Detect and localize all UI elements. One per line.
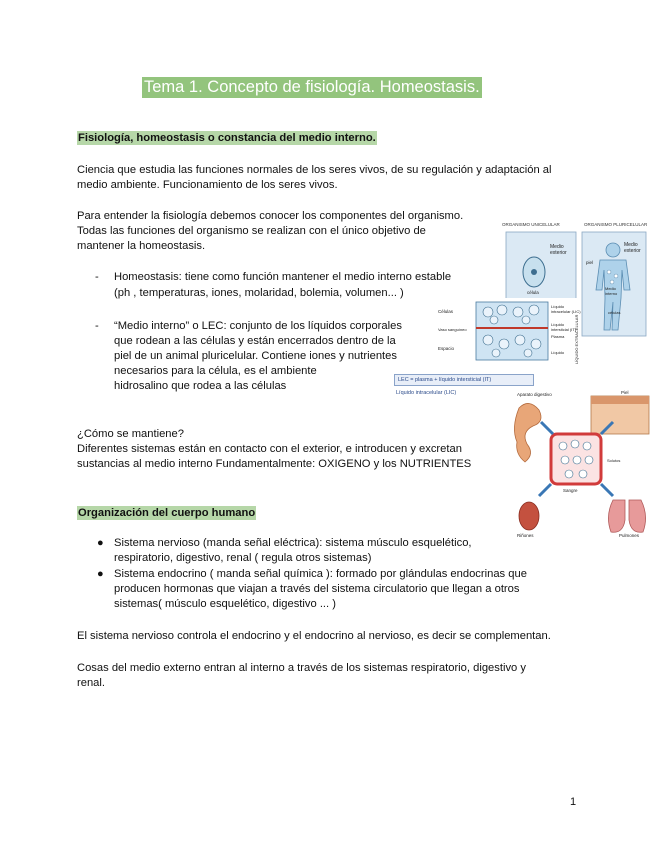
list-item-line: piel de un animal pluricelular. Contiene iones y nutrientes — [114, 350, 397, 362]
list-item-line: Sistema nervioso (manda señal eléctrica): sistema músculo esquelético, — [114, 537, 472, 549]
fig4-label-piel: Piel — [621, 390, 629, 395]
page-number: 1 — [570, 796, 577, 808]
list-item-line: Homeostasis: tiene como función mantener el medio interno estable — [114, 271, 452, 283]
section-heading-organizacion: Organización del cuerpo humano — [78, 507, 256, 519]
list-item-line: hidrosalino que rodea a las células — [114, 380, 287, 392]
list-item-line: sistemas( músculo esquelético, digestivo ... ) — [114, 598, 336, 610]
page-title: Tema 1. Concepto de fisiología. Homeostasis. — [144, 78, 480, 96]
fig2-label-vaso: Vaso sanguíneo — [438, 327, 467, 332]
fig4-kidney-organ — [519, 502, 539, 530]
fig1-body-cell — [610, 280, 614, 284]
list-item-line: que rodean a las células y están encerrados dentro de la — [114, 335, 396, 347]
fig1-label-exterior: exterior — [550, 250, 567, 256]
fig2-label-plasma: Plasma — [551, 334, 565, 339]
paragraph-line: El sistema nervioso controla el endocrino y el endocrino al nervioso, es decir se complementan. — [77, 630, 551, 642]
paragraph-line: renal. — [77, 677, 105, 689]
paragraph-line: Para entender la fisiología debemos conocer los componentes del organismo. — [77, 210, 464, 222]
fig1-body-cell — [614, 274, 618, 278]
fig1-right-title: ORGANISMO PLURICELULAR — [584, 222, 648, 227]
fig4-lung-left — [608, 500, 625, 532]
fig1-right-exterior: exterior — [624, 248, 641, 254]
fig4-label-digestivo: Aparato digestivo — [517, 392, 552, 397]
fig2-label-inter1: Líquido — [551, 322, 565, 327]
fig2-label-intra1: Líquido — [551, 304, 565, 309]
fig3-lic-text: Líquido intracelular (LIC) — [396, 390, 457, 396]
paragraph-line: Diferentes sistemas están en contacto con el exterior, e introducen y excretan — [77, 443, 462, 455]
section-heading-fisiologia: Fisiología, homeostasis o constancia del medio interno. — [78, 132, 376, 144]
fig2-label-espacio: Espacio — [438, 346, 455, 351]
fig4-label-pulmones: Pulmones — [619, 533, 640, 538]
fig1-label-celula: célula — [527, 290, 539, 295]
fig2-label-inter2: intersticial (IT) — [551, 327, 577, 332]
fig2-side-label: LÍQUIDO EXTRACELULAR — [574, 314, 579, 364]
fig1-right-medio-interno2: interno — [605, 291, 618, 296]
fig1-right-piel: piel — [586, 260, 594, 265]
fig3-lec-text: LEC = plasma + líquido intersticial (IT) — [398, 377, 492, 383]
list-item-line: “Medio interno” o LEC: conjunto de los líquidos corporales — [114, 320, 402, 332]
fig1-right-celulas: células — [608, 310, 621, 315]
fig1-label-medio: Medio — [550, 244, 564, 250]
dash-bullet: - — [95, 271, 99, 283]
fig2-label-liquido: Líquido — [551, 350, 565, 355]
fig3-lec-box — [394, 374, 534, 386]
paragraph-line: medio ambiente. Funcionamiento de los seres vivos. — [77, 179, 338, 191]
paragraph-line: Ciencia que estudia las funciones normales de los seres vivos, de su regulación y adaptación al — [77, 164, 552, 176]
list-item-line: (ph , temperaturas, iones, molaridad, bolemia, volumen... ) — [114, 287, 404, 299]
fig1-right-medio-interno1: Medio — [605, 286, 616, 291]
fig2-label-celulas: Células — [438, 309, 454, 314]
fig4-label-sangre: Sangre — [563, 488, 578, 493]
figure-sistemas-organos — [505, 388, 653, 538]
bullet-dot: ● — [97, 537, 104, 549]
fig1-left-title: ORGANISMO UNICELULAR — [502, 222, 560, 227]
list-item-line: Sistema endocrino ( manda señal química ): formado por glándulas endocrinas que — [114, 568, 527, 580]
fig1-right-medio: Medio — [624, 242, 638, 248]
fig4-lung-right — [629, 500, 646, 532]
paragraph-line: Todas las funciones del organismo se realizan con el único objetivo de — [77, 225, 426, 237]
list-item-line: producen hormonas que viajan a través del sistema circulatorio que llegan a otros — [114, 583, 520, 595]
fig4-label-rinones: Riñones — [517, 533, 534, 538]
paragraph-line: sustancias al medio interno Fundamentalmente: OXIGENO y los NUTRIENTES — [77, 458, 472, 470]
fig4-label-solutos: Solutos — [607, 458, 621, 463]
list-item-line: necesarios para la célula, es el ambiente — [114, 365, 317, 377]
fig2-label-intra2: intracelular (LIC) — [551, 309, 581, 314]
paragraph-line: Cosas del medio externo entran al interno a través de los sistemas respiratorio, digestivo y — [77, 662, 526, 674]
fig1-body-cell — [607, 270, 611, 274]
paragraph-line: mantener la homeostasis. — [77, 240, 206, 252]
fig4-skin-layer — [591, 396, 649, 404]
fig1-body-head — [606, 243, 620, 257]
paragraph-line: ¿Cómo se mantiene? — [77, 428, 184, 440]
dash-bullet: - — [95, 320, 99, 332]
fig1-nucleus — [531, 269, 537, 275]
list-item-line: respiratorio, digestivo, renal ( regula otros sistemas) — [114, 552, 372, 564]
bullet-dot: ● — [97, 568, 104, 580]
figure-compartimentos — [436, 298, 581, 368]
